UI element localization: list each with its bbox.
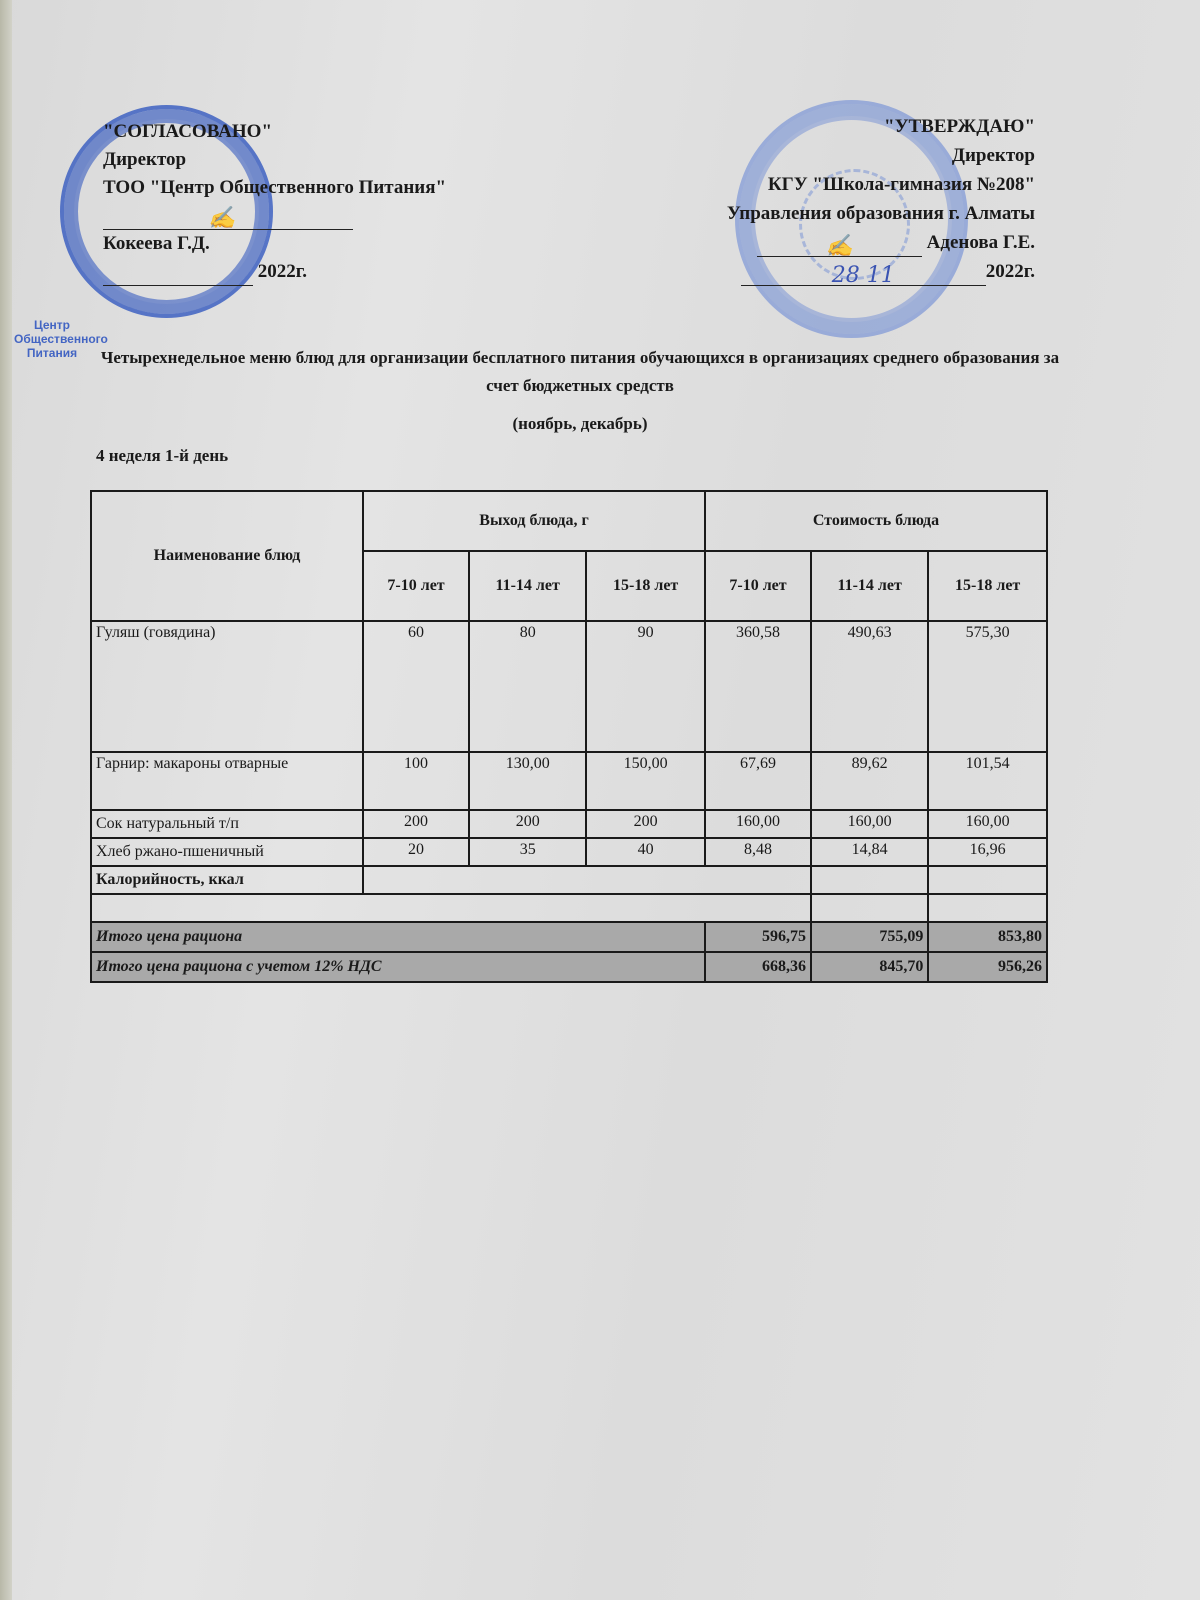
signature-right: ✍ (825, 234, 854, 259)
cost-cell: 8,48 (705, 838, 811, 866)
total-vat-label: Итого цена рациона с учетом 12% НДС (91, 952, 705, 982)
total-label: Итого цена рациона (91, 922, 705, 952)
cost-cell: 89,62 (811, 752, 928, 810)
menu-table (90, 490, 1048, 983)
approval-right-name: Аденова Г.Е. (926, 232, 1035, 253)
cost-cell: 575,30 (928, 621, 1047, 752)
yield-cell: 100 (363, 752, 469, 810)
table-row (91, 810, 1047, 838)
approval-right-heading: "УТВЕРЖДАЮ" (884, 116, 1035, 137)
signature-left: ✍ (208, 206, 236, 231)
header-yield-age-3: 15-18 лет (586, 551, 705, 621)
stamp-left-text: Центр Общественного Питания (14, 318, 108, 360)
yield-cell: 60 (363, 621, 469, 752)
approval-right-organization: КГУ "Школа-гимназия №208" (767, 174, 1035, 195)
header-cost-age-1: 7-10 лет (705, 551, 811, 621)
total-vat-value: 845,70 (811, 952, 928, 982)
cost-cell: 160,00 (811, 810, 928, 838)
handwritten-date: 28 11 (831, 263, 895, 288)
approval-left-block (103, 118, 533, 286)
approval-right-department: Управления образования г. Алматы (726, 203, 1035, 224)
header-cost-age-2: 11-14 лет (811, 551, 928, 621)
calorie-empty (363, 866, 811, 894)
approval-right-year: 2022г. (985, 261, 1035, 282)
total-value: 755,09 (811, 922, 928, 952)
header-yield-age-2: 11-14 лет (469, 551, 586, 621)
calorie-empty (928, 866, 1047, 894)
empty-cell (928, 894, 1047, 922)
cost-cell: 14,84 (811, 838, 928, 866)
yield-cell: 200 (363, 810, 469, 838)
cost-cell: 160,00 (705, 810, 811, 838)
document-period: (ноябрь, декабрь) (512, 414, 648, 433)
calorie-row (91, 866, 1047, 894)
signature-line-right (757, 232, 922, 257)
dish-name: Гуляш (говядина) (91, 621, 363, 752)
approval-left-year: 2022г. (257, 261, 307, 282)
date-line-left (103, 263, 253, 286)
approval-right-block (595, 112, 1035, 286)
total-row (91, 922, 1047, 952)
table-row (91, 838, 1047, 866)
signature-line-left (103, 205, 353, 230)
paper-edge (0, 0, 12, 1600)
dish-name: Хлеб ржано-пшеничный (91, 838, 363, 866)
total-vat-value: 668,36 (705, 952, 811, 982)
header-cost: Стоимость блюда (705, 491, 1047, 551)
day-label: 4 неделя 1-й день (96, 446, 229, 465)
table-row (91, 621, 1047, 752)
total-vat-value: 956,26 (928, 952, 1047, 982)
yield-cell: 200 (586, 810, 705, 838)
yield-cell: 35 (469, 838, 586, 866)
dish-name: Сок натуральный т/п (91, 810, 363, 838)
yield-cell: 20 (363, 838, 469, 866)
total-value: 596,75 (705, 922, 811, 952)
header-cost-age-3: 15-18 лет (928, 551, 1047, 621)
header-yield: Выход блюда, г (363, 491, 705, 551)
approval-left-organization: ТОО "Центр Общественного Питания" (103, 177, 447, 198)
approval-left-position: Директор (103, 149, 187, 170)
empty-cell (811, 894, 928, 922)
yield-cell: 90 (586, 621, 705, 752)
approval-left-name: Кокеева Г.Д. (103, 233, 210, 254)
cost-cell: 490,63 (811, 621, 928, 752)
table-row (91, 752, 1047, 810)
empty-row (91, 894, 1047, 922)
approval-left-heading: "СОГЛАСОВАНО" (103, 121, 273, 142)
dish-name: Гарнир: макароны отварные (91, 752, 363, 810)
empty-cell (91, 894, 811, 922)
cost-cell: 360,58 (705, 621, 811, 752)
yield-cell: 130,00 (469, 752, 586, 810)
approval-right-position: Директор (951, 145, 1035, 166)
cost-cell: 160,00 (928, 810, 1047, 838)
cost-cell: 16,96 (928, 838, 1047, 866)
table-header-row (91, 491, 1047, 551)
header-dish-name: Наименование блюд (91, 491, 363, 621)
calorie-label: Калорийность, ккал (91, 866, 363, 894)
header-yield-age-1: 7-10 лет (363, 551, 469, 621)
yield-cell: 200 (469, 810, 586, 838)
total-value: 853,80 (928, 922, 1047, 952)
yield-cell: 40 (586, 838, 705, 866)
total-vat-row (91, 952, 1047, 982)
cost-cell: 67,69 (705, 752, 811, 810)
yield-cell: 150,00 (586, 752, 705, 810)
cost-cell: 101,54 (928, 752, 1047, 810)
calorie-empty (811, 866, 928, 894)
date-line-right (741, 261, 986, 286)
document-title: Четырехнедельное меню блюд для организации бесплатного питания обучающихся в организациях среднего образования за счет бюджетных средств (100, 348, 1060, 395)
yield-cell: 80 (469, 621, 586, 752)
